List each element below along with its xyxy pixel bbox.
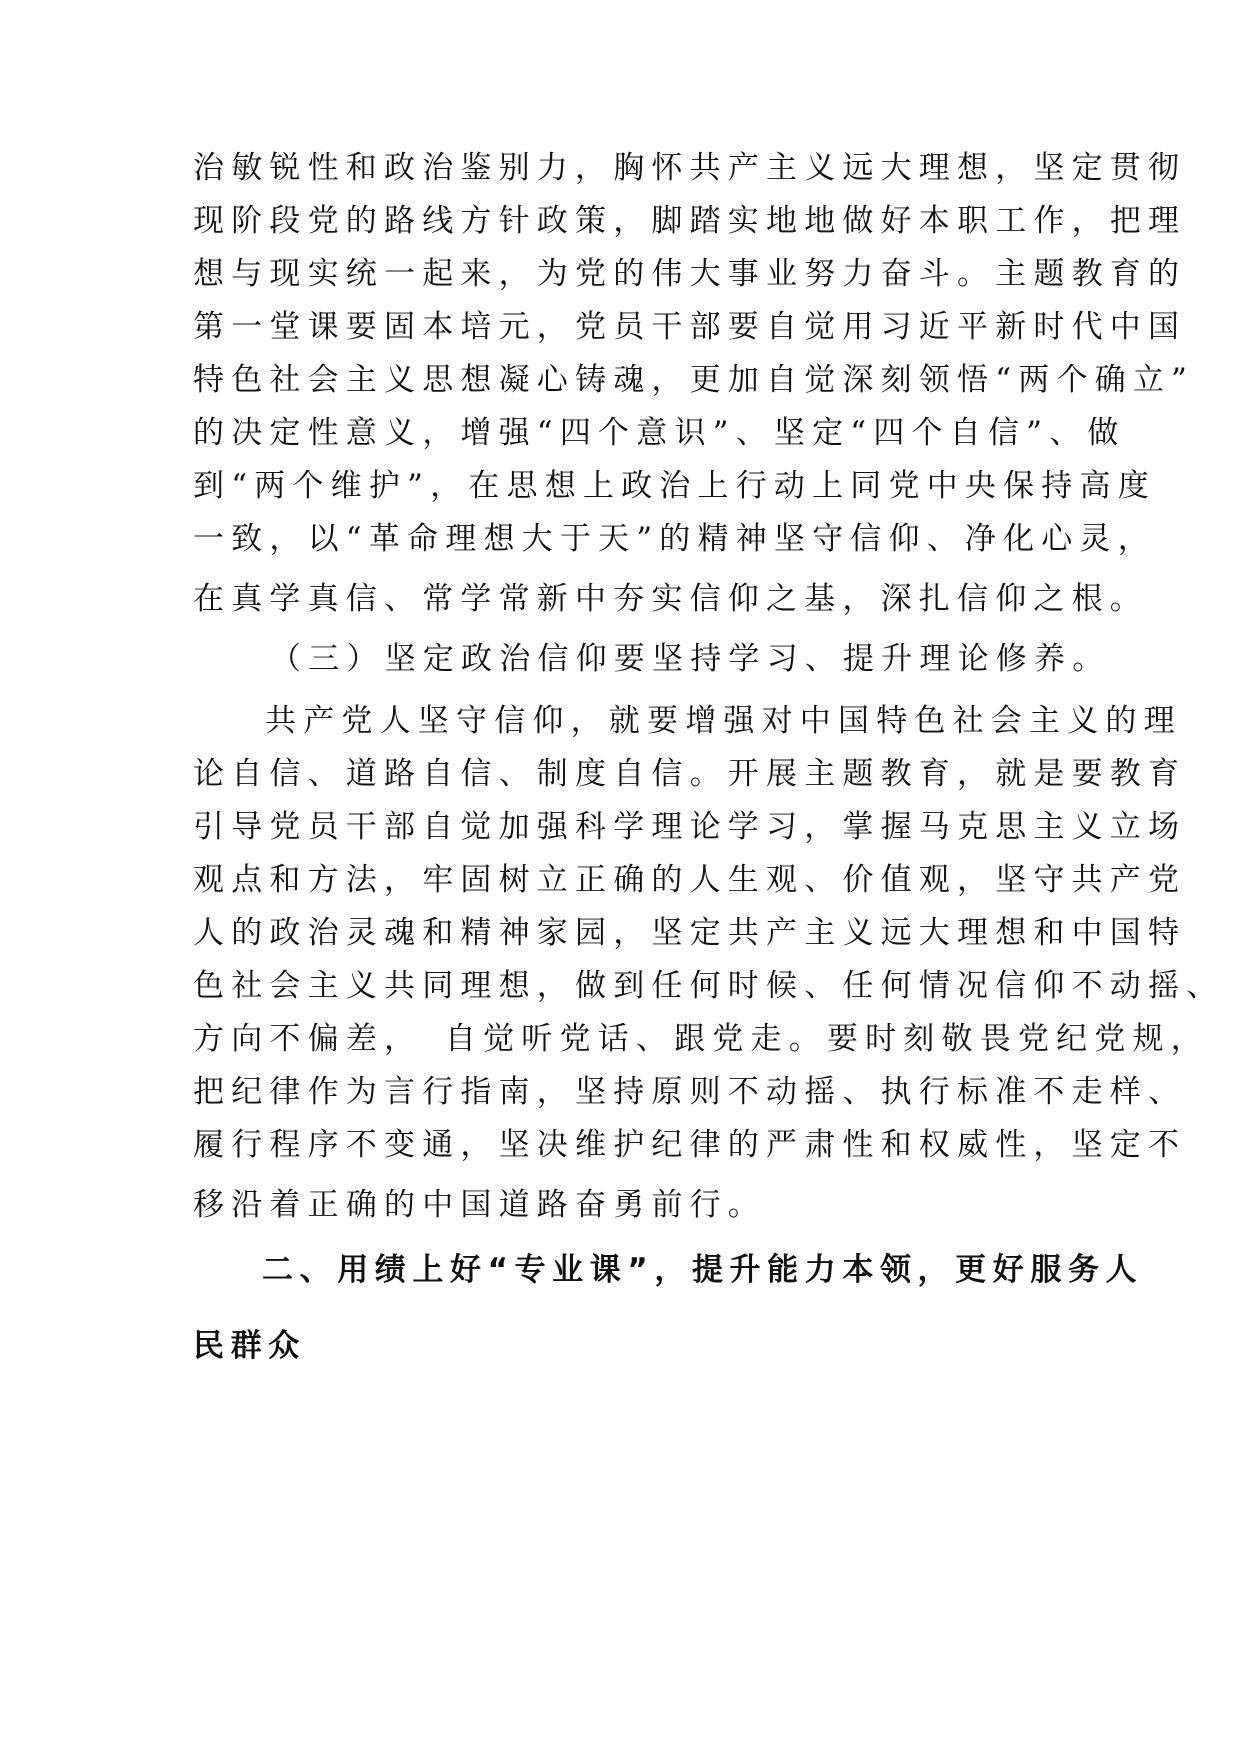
paragraph-2-line-1: 共产党人坚守信仰，就要增强对中国特色社会主义的理 [265,703,1182,739]
paragraph-2-line-7: 方向不偏差， 自觉听党话、跟党走。要时刻敬畏党纪党规， [193,1021,1209,1057]
paragraph-2-line-6: 色社会主义共同理想，做到任何时候、任何情况信仰不动摇、 [193,968,1225,1004]
paragraph-1-line-6: 的决定性意义，增强“四个意识”、坚定“四个自信”、做 [193,415,1126,451]
paragraph-2-line-4: 观点和方法，牢固树立正确的人生观、价值观，坚守共产党 [193,862,1187,898]
subheading-3: （三）坚定政治信仰要坚持学习、提升理论修养。 [270,641,1111,677]
paragraph-1-line-9: 在真学真信、常学常新中夯实信仰之基，深扎信仰之根。 [193,581,1148,617]
section-heading-2-line-2: 民群众 [193,1328,306,1364]
paragraph-1-line-7: 到“两个维护”，在思想上政治上行动上同党中央保持高度 [193,468,1156,504]
paragraph-2-line-9: 履行程序不变通，坚决维护纪律的严肃性和权威性，坚定不 [193,1127,1187,1163]
paragraph-1-line-2: 现阶段党的路线方针政策，脚踏实地地做好本职工作，把理 [193,203,1187,239]
section-heading-2-line-1: 二、用绩上好“专业课”，提升能力本领，更好服务人 [262,1252,1144,1288]
paragraph-1-line-3: 想与现实统一起来，为党的伟大事业努力奋斗。主题教育的 [193,256,1187,292]
paragraph-1-line-8: 一致，以“革命理想大于天”的精神坚守信仰、净化心灵， [193,521,1156,557]
paragraph-2-line-2: 论自信、道路自信、制度自信。开展主题教育，就是要教育 [193,756,1187,792]
paragraph-2-line-3: 引导党员干部自觉加强科学理论学习，掌握马克思主义立场 [193,809,1187,845]
paragraph-2-line-10: 移沿着正确的中国道路奋勇前行。 [193,1187,766,1223]
paragraph-2-line-5: 人的政治灵魂和精神家园，坚定共产主义远大理想和中国特 [193,915,1187,951]
paragraph-1-line-5: 特色社会主义思想凝心铸魂，更加自觉深刻领悟“两个确立” [193,362,1195,398]
paragraph-1-line-4: 第一堂课要固本培元，党员干部要自觉用习近平新时代中国 [193,309,1187,345]
paragraph-1-line-1: 治敏锐性和政治鉴别力，胸怀共产主义远大理想，坚定贯彻 [193,150,1187,186]
paragraph-2-line-8: 把纪律作为言行指南，坚持原则不动摇、执行标准不走样、 [193,1074,1187,1110]
